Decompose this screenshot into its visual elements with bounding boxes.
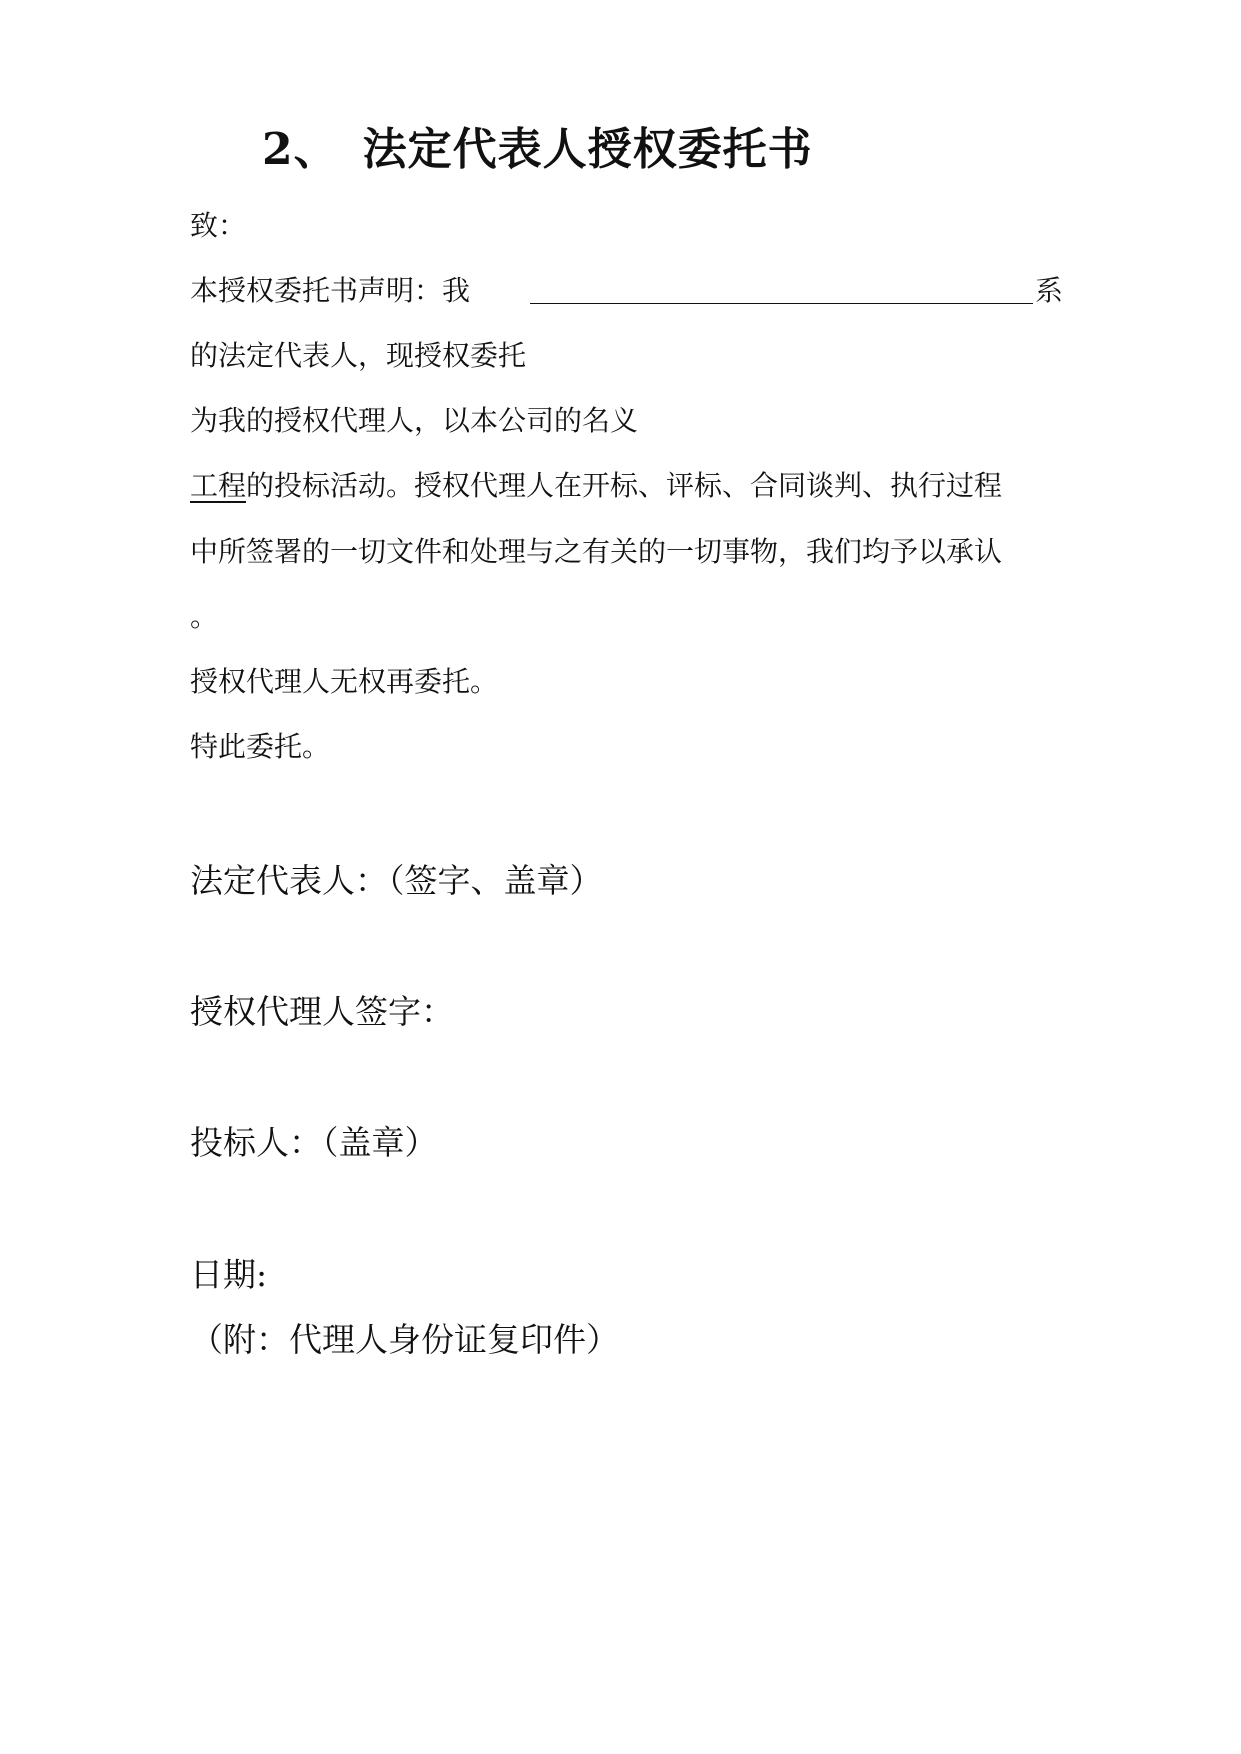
project-rest: 的投标活动。授权代理人在开标、评标、合同谈判、执行过程 bbox=[246, 469, 1003, 502]
agent-line: 为我的授权代理人，以本公司的名义 bbox=[190, 404, 639, 437]
hereby-line: 特此委托。 bbox=[190, 730, 331, 763]
project-line bbox=[190, 469, 1003, 502]
legal-rep-line: 的法定代表人，现授权委托 bbox=[190, 339, 527, 372]
title-number: 2、 bbox=[262, 124, 339, 175]
company-name-blank bbox=[530, 303, 1033, 304]
date-label: 日期: bbox=[190, 1255, 268, 1294]
bidder-seal: 投标人：（盖章） bbox=[190, 1123, 438, 1162]
document-title bbox=[262, 124, 813, 175]
matters-line: 中所签署的一切文件和处理与之有关的一切事物，我们均予以承认 bbox=[190, 535, 1003, 568]
period-line: 。 bbox=[190, 600, 219, 633]
statement-prefix: 本授权委托书声明：我 bbox=[190, 274, 471, 307]
attachment-note: （附：代理人身份证复印件） bbox=[190, 1320, 619, 1359]
addressee-label: 致： bbox=[190, 209, 247, 242]
title-text: 法定代表人授权委托书 bbox=[362, 124, 813, 175]
project-underlined: 工程 bbox=[190, 469, 247, 502]
statement-suffix: 系 bbox=[1035, 274, 1064, 307]
no-reentrust-line: 授权代理人无权再委托。 bbox=[190, 665, 499, 698]
legal-rep-signature: 法定代表人：（签字、盖章） bbox=[190, 861, 603, 900]
agent-signature: 授权代理人签字： bbox=[190, 992, 454, 1031]
